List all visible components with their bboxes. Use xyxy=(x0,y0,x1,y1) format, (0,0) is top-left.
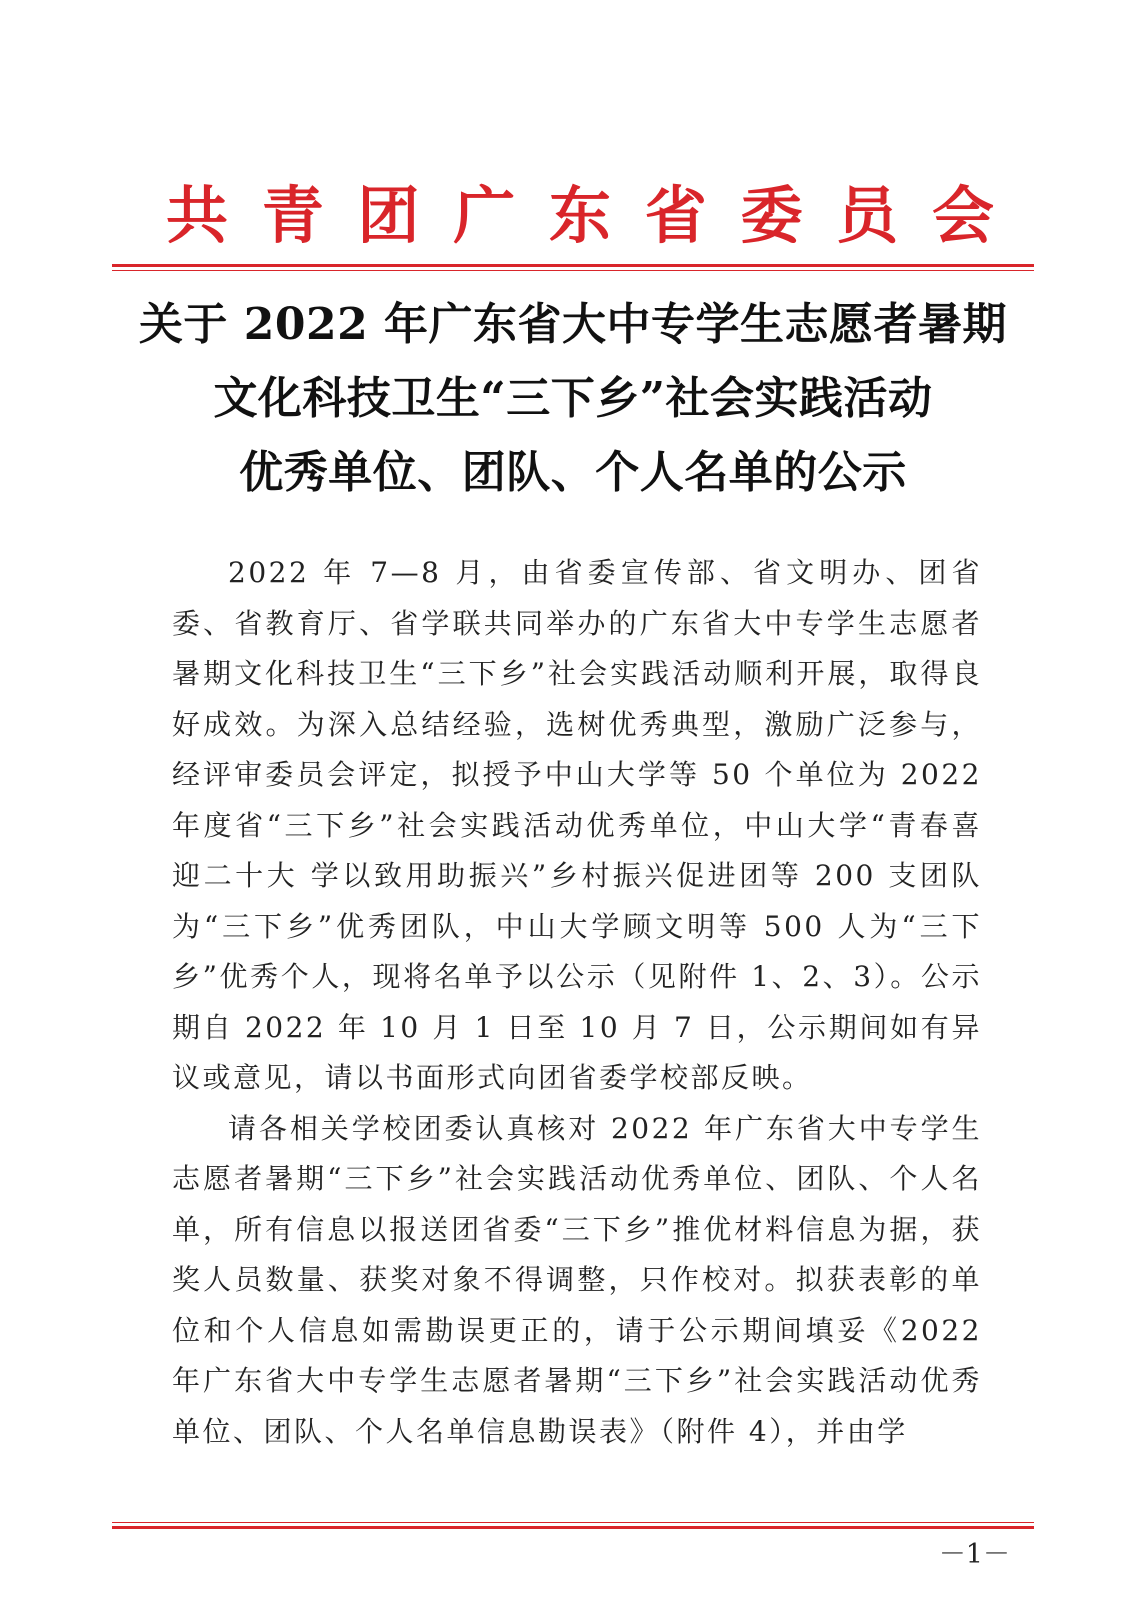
footer-divider-thick xyxy=(112,1526,1034,1529)
organization-char: 团 xyxy=(357,179,420,252)
body-paragraph: 请各相关学校团委认真核对 2022 年广东省大中专学生志愿者暑期“三下乡”社会实践活动优秀单位、团队、个人名单，所有信息以报送团省委“三下乡”推优材料信息为据，获奖人员数量、获奖对象不得调整，只作校对。拟获表彰的单位和个人信息如需勘误更正的，请于公示期间填妥《2022 年广东省大中专学生志愿者暑期“三下乡”社会实践活动优秀单位、团队、个人名单信息勘误表》（附件 4），并由学 xyxy=(172,1111,982,1448)
organization-char: 青 xyxy=(261,179,324,252)
title-line: 文化科技卫生“三下乡”社会实践活动 xyxy=(213,373,933,424)
organization-char: 员 xyxy=(836,179,899,252)
header-divider-thin xyxy=(112,270,1034,271)
organization-char: 会 xyxy=(931,179,994,252)
organization-header xyxy=(160,176,1000,256)
organization-char: 共 xyxy=(165,179,228,252)
organization-char: 委 xyxy=(740,179,803,252)
organization-char: 东 xyxy=(548,179,611,252)
title-line: 优秀单位、团队、个人名单的公示 xyxy=(239,447,907,498)
document-body xyxy=(172,548,982,1457)
header-divider-thick xyxy=(112,264,1034,267)
document-title xyxy=(112,288,1034,510)
footer-divider-thin xyxy=(112,1522,1034,1523)
organization-char: 省 xyxy=(644,179,707,252)
title-line: 关于 2022 年广东省大中专学生志愿者暑期 xyxy=(138,299,1008,350)
page-number: －1－ xyxy=(938,1539,1010,1570)
organization-char: 广 xyxy=(453,179,516,252)
body-paragraph: 2022 年 7—8 月，由省委宣传部、省文明办、团省委、省教育厅、省学联共同举办的广东省大中专学生志愿者暑期文化科技卫生“三下乡”社会实践活动顺利开展，取得良好成效。为深入总结经验，选树优秀典型，激励广泛参与，经评审委员会评定，拟授予中山大学等 50 个单位为 2022 年度省“三下乡”社会实践活动优秀单位，中山大学“青春喜迎二十大 学以致用助振兴”乡村振兴促进团等 200 支团队为“三下乡”优秀团队，中山大学顾文明等 500 人为“三下乡”优秀个人，现将名单予以公示（见附件 1、2、3）。公示期自 2022 年 10 月 1 日至 10 月 7 日，公示期间如有异议或意见，请以书面形式向团省委学校部反映。 xyxy=(172,556,982,1094)
